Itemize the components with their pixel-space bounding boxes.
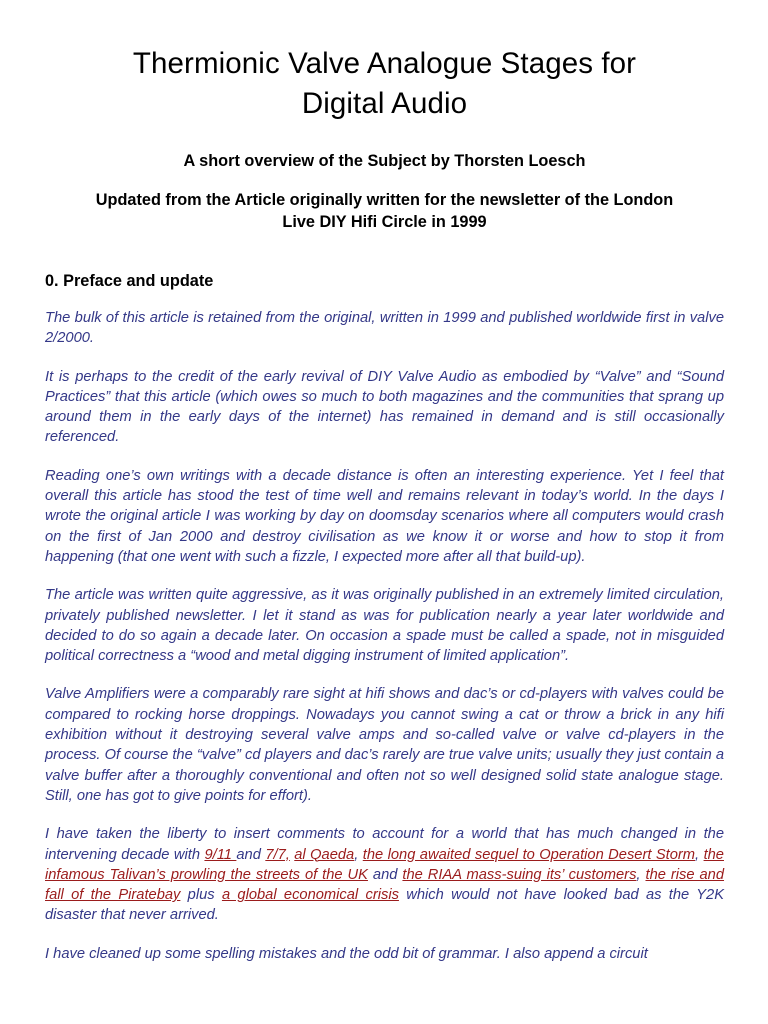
paragraph-6-text-9: which would not have looked bad as the Y2K disaster that never arrived. [45, 887, 725, 924]
paragraph-5: Valve Amplifiers were a comparably rare sight at hifi shows and dac’s or cd-players with valves could be compared to rocking horse droppings. Nowadays you cannot swing a cat or throw a brick in any hifi exhibition without it destroying several valve amps and so-called valve or valve cd-players in the process. Of course the “valve” cd players and dac’s rarely are true valve units; usually they just contain a valve buffer after a thoroughly conventional and often not so well designed solid state analogue stage. Still, one has got to give points for effort). [45, 686, 724, 804]
link-operation-desert-storm-sequel[interactable]: the long awaited sequel to Operation Desert Storm [362, 846, 696, 863]
paragraph-6-text-6: and [367, 866, 403, 883]
paragraph-6-text-4: , [354, 846, 363, 863]
title-line-1: Thermionic Valve Analogue Stages for [132, 47, 637, 80]
paragraph-6-text-7: , [636, 866, 646, 883]
paragraph-2: It is perhaps to the credit of the early revival of DIY Valve Audio as embodied by “Valve” and “Sound Practices” that this article (which owes so much to both magazines and the communities that sprang up around them in the early days of the internet) has remained in demand and is still occasionally referenced. [45, 368, 724, 446]
paragraph-6-text-2: and [236, 846, 266, 863]
paragraph-6-text-1: I have taken the liberty to insert comments to account for a world that has much changed in the intervening decade with [45, 826, 724, 863]
paragraph-6-text-8: plus [180, 887, 222, 904]
link-global-economical-crisis[interactable]: a global economical crisis [221, 887, 399, 904]
link-piratebay[interactable]: the rise and fall of the Piratebay [45, 866, 725, 904]
document-title [45, 44, 724, 124]
paragraph-3: Reading one’s own writings with a decade distance is often an interesting experience. Yet I feel that overall this article has stood the test of time well and remains relevant in today’s world. In the days I wrote the original article I was working by day on doomsday scenarios where all computers would crash on the first of Jan 2000 and destroy civilisation as we know it or worse and how to stop it from happening (that one went with such a fizzle, I expected more after all that build-up). [45, 467, 724, 565]
paragraph-7: I have cleaned up some spelling mistakes and the odd bit of grammar. I also append a circuit [45, 945, 648, 962]
document-page [45, 44, 724, 964]
updated-line-1: Updated from the Article originally written for the newsletter of the London [95, 191, 674, 209]
link-9-11[interactable]: 9/11 [204, 846, 237, 863]
link-al-qaeda[interactable]: al Qaeda [294, 846, 355, 863]
link-riaa-mass-suing[interactable]: the RIAA mass-suing its’ customers [402, 866, 637, 883]
paragraph-1: The bulk of this article is retained from the original, written in 1999 and published worldwide first in valve 2/2000. [45, 310, 724, 347]
document-subtitle: A short overview of the Subject by Thorsten Loesch [183, 152, 586, 170]
updated-note [45, 189, 724, 233]
title-line-2: Digital Audio [301, 87, 468, 120]
paragraph-6 [45, 824, 724, 925]
updated-line-2: Live DIY Hifi Circle in 1999 [282, 213, 487, 231]
paragraph-6-text-5: , [695, 846, 704, 863]
paragraph-4: The article was written quite aggressive, as it was originally published in an extremely limited circulation, privately published newsletter. I let it stand as was for publication nearly a year later worldwide and decided to do so again a decade later. On occasion a spade must be called a spade, not in misguided political correctness a “wood and metal digging instrument of limited application”. [45, 587, 724, 665]
link-talivans[interactable]: the infamous Talivan’s prowling the streets of the UK [45, 846, 724, 883]
link-7-7[interactable]: 7/7, [265, 846, 290, 863]
section-heading-preface: 0. Preface and update [45, 272, 214, 290]
